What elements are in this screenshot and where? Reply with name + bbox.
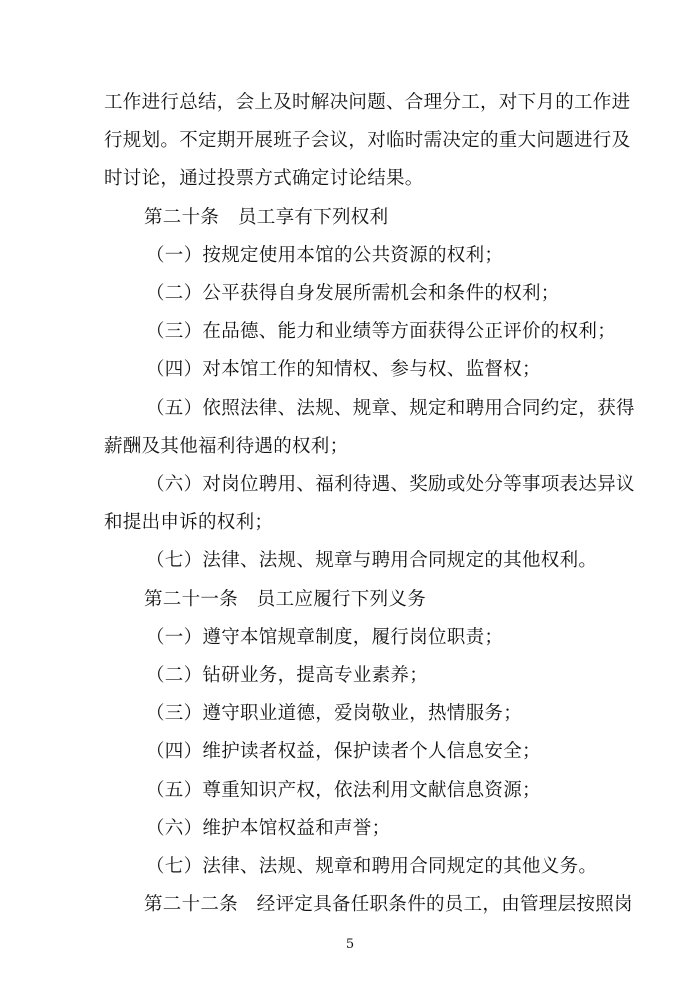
list-item: （三）在品德、能力和业绩等方面获得公正评价的权利； — [146, 321, 617, 343]
list-item: （一）按规定使用本馆的公共资源的权利； — [146, 244, 504, 266]
text-line: 薪酬及其他福利待遇的权利； — [104, 435, 349, 457]
text-line: 工作进行总结，会上及时解决问题、合理分工，对下月的工作进 — [104, 92, 631, 113]
text-line: 和提出申诉的权利； — [104, 512, 274, 534]
list-item: （六）对岗位聘用、福利待遇、奖励或处分等事项表达异议 — [146, 474, 635, 495]
list-item: （六）维护本馆权益和声誉； — [146, 817, 391, 839]
list-item: （五）尊重知识产权，依法利用文献信息资源； — [146, 779, 541, 801]
list-item: （五）依照法律、法规、规章、规定和聘用合同约定，获得 — [146, 397, 635, 419]
list-item: （四）维护读者权益，保护读者个人信息安全； — [146, 741, 541, 763]
text-line: 行规划。不定期开展班子会议，对临时需决定的重大问题进行及 — [104, 130, 631, 152]
list-item: （四）对本馆工作的知情权、参与权、监督权； — [146, 359, 541, 381]
article-heading: 第二十二条 经评定具备任职条件的员工，由管理层按照岗 — [144, 894, 633, 916]
list-item: （七）法律、法规、规章和聘用合同规定的其他义务。 — [146, 856, 598, 877]
article-heading: 第二十条 员工享有下列权利 — [144, 206, 389, 228]
text-line: 时讨论，通过投票方式确定讨论结果。 — [104, 168, 424, 190]
article-heading: 第二十一条 员工应履行下列义务 — [144, 588, 427, 610]
list-item: （二）钻研业务，提高专业素养； — [146, 665, 429, 686]
list-item: （一）遵守本馆规章制度，履行岗位职责； — [146, 626, 504, 648]
list-item: （三）遵守职业道德，爱岗敬业，热情服务； — [146, 703, 523, 725]
list-item: （七）法律、法规、规章与聘用合同规定的其他权利。 — [146, 550, 598, 572]
list-item: （二）公平获得自身发展所需机会和条件的权利； — [146, 283, 560, 304]
page-number: 5 — [345, 937, 355, 953]
